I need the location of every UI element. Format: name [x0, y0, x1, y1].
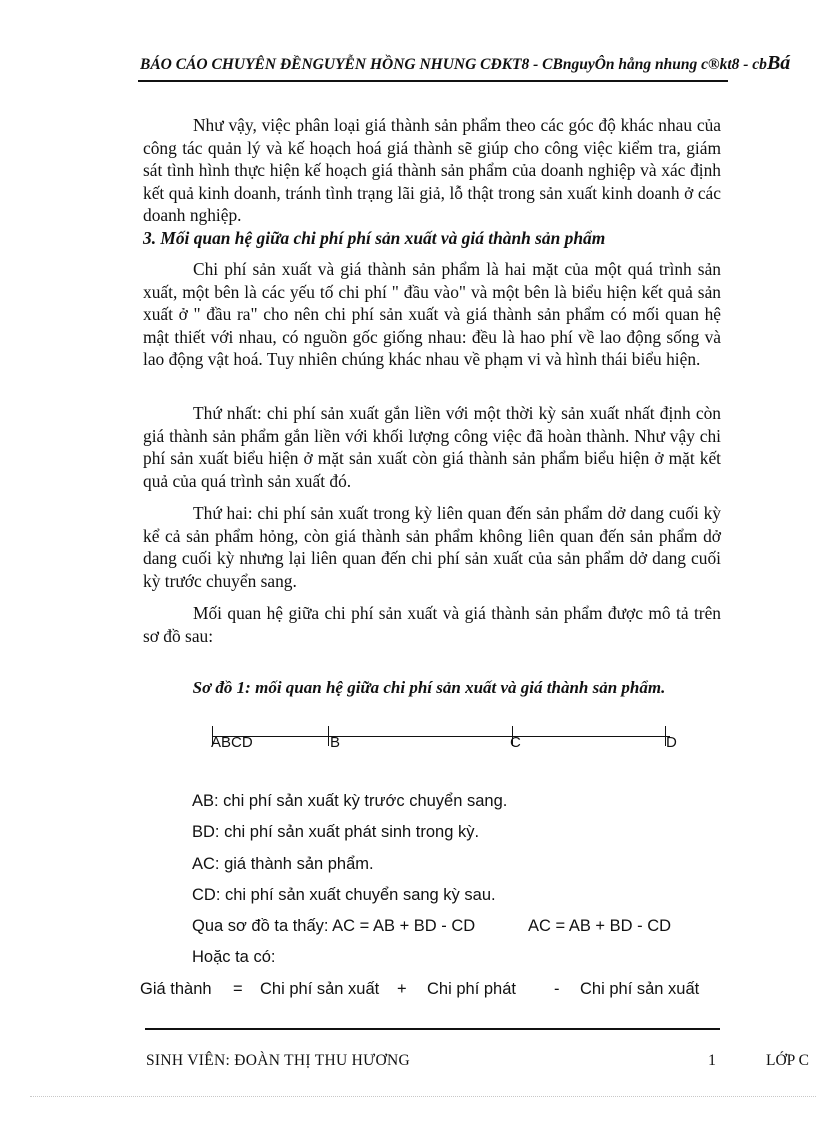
label-d: D	[666, 734, 677, 751]
diagram-line	[212, 736, 670, 737]
formula-minus: -	[554, 980, 560, 998]
cost-diagram	[205, 722, 685, 762]
definition-ac: AC: giá thành sản phẩm.	[192, 855, 374, 873]
formula-term-production-cost: Chi phí sản xuất	[260, 980, 380, 998]
page-header	[140, 52, 816, 78]
diagram-caption: Sơ đồ 1: mối quan hệ giữa chi phí sản xuất và giá thành sản phẩm.	[192, 678, 666, 697]
definition-cd: CD: chi phí sản xuất chuyển sang kỳ sau.	[192, 886, 496, 904]
footer-rule	[145, 1028, 720, 1030]
label-abcd: ABCD	[211, 734, 253, 751]
definition-ab: AB: chi phí sản xuất kỳ trước chuyển sang.	[192, 792, 508, 810]
label-c: C	[510, 734, 521, 751]
formula-term-incurred-cost: Chi phí phát	[427, 980, 516, 998]
paragraph-second-difference: Thứ hai: chi phí sản xuất trong kỳ liên quan đến sản phẩm dở dang cuối kỳ kể cả sản phẩm hỏng, còn giá thành sản phẩm không liên quan đến sản phẩm dở dang cuối kỳ nhưng lại liên quan đến chi phí sản xuất của sản phẩm dở dang cuối kỳ trước chuyển sang.	[143, 503, 721, 591]
footer-page-number: 1	[708, 1052, 716, 1069]
paragraph-relationship-intro: Chi phí sản xuất và giá thành sản phẩm là hai mặt của một quá trình sản xuất, một bên là các yếu tố chi phí " đầu vào" và một bên là biểu hiện kết quả sản xuất ở " đầu ra" cho nên chi phí sản xuất và giá thành sản phẩm có mối quan hệ mật thiết với nhau, có nguồn gốc giống nhau: đều là hao phí về lao động sống và lao động vật hoá. Tuy nhiên chúng khác nhau về phạm vi và hình thái biểu hiện.	[143, 259, 721, 370]
footer-class: LỚP C	[766, 1052, 809, 1069]
paragraph-diagram-intro: Mối quan hệ giữa chi phí sản xuất và giá thành sản phẩm được mô tả trên sơ đồ sau:	[143, 603, 721, 646]
footer-student-name: SINH VIÊN: ĐOÀN THỊ THU HƯƠNG	[146, 1052, 410, 1069]
header-tail: Bá	[766, 52, 791, 74]
page-bottom-divider	[30, 1096, 816, 1097]
diagram-observation: Qua sơ đồ ta thấy: AC = AB + BD - CD	[192, 917, 476, 935]
label-b: B	[330, 734, 341, 751]
header-rule	[138, 80, 728, 82]
paragraph-classification-summary: Như vậy, việc phân loại giá thành sản phẩm theo các góc độ khác nhau của công tác quản lý và kế hoạch hoá giá thành sẽ giúp cho công việc kiểm tra, giám sát tình hình thực hiện kế hoạch giá thành sản phẩm của doanh nghiệp và xác định kết quả kinh doanh, tránh tình trạng lãi giả, lỗ thật trong sản xuất kinh doanh ở các doanh nghiệp.	[143, 115, 721, 226]
tick-b	[328, 726, 329, 746]
formula-term-cost-price: Giá thành	[140, 980, 212, 998]
formula-equals: =	[233, 980, 243, 998]
paragraph-first-difference: Thứ nhất: chi phí sản xuất gắn liền với một thời kỳ sản xuất nhất định còn giá thành sản phẩm gắn liền với khối lượng công việc đã hoàn thành. Như vậy chi phí sản xuất biểu hiện ở mặt sản xuất còn giá thành sản phẩm biểu hiện ở mặt kết quả của quá trình sản xuất đó.	[143, 403, 721, 491]
definition-bd: BD: chi phí sản xuất phát sinh trong kỳ.	[192, 823, 480, 841]
formula-term-carried-cost: Chi phí sản xuất	[580, 980, 700, 998]
formula-plus: +	[397, 980, 407, 998]
formula-intro: Hoặc ta có:	[192, 948, 276, 966]
section-heading: 3. Mối quan hệ giữa chi phí phí sản xuất và giá thành sản phẩm	[143, 228, 606, 248]
diagram-observation-repeat: AC = AB + BD - CD	[528, 917, 672, 935]
header-text: BÁO CÁO CHUYÊN ĐỀNGUYỄN HỒNG NHUNG CĐKT8 - CBnguyÔn hång nhung c®kt8 - cb	[140, 56, 767, 73]
